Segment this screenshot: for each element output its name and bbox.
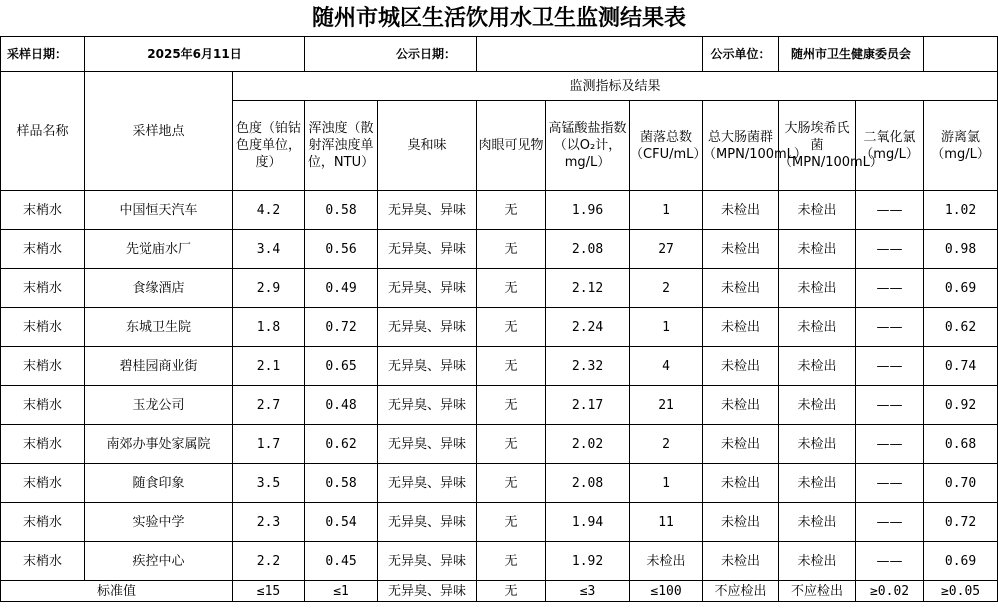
header-coliform: 总大肠菌群（MPN/100mL） — [703, 101, 779, 191]
cell-free-chlorine: 0.68 — [924, 425, 998, 464]
cell-chlorine-dioxide: —— — [856, 269, 924, 308]
cell-chlorine-dioxide: —— — [856, 230, 924, 269]
cell-visible: 无 — [477, 230, 546, 269]
cell-location: 随食印象 — [85, 464, 233, 503]
cell-visible: 无 — [477, 425, 546, 464]
cell-color: 2.9 — [233, 269, 305, 308]
cell-odor: 无异臭、异味 — [378, 308, 477, 347]
cell-permanganate: 1.94 — [546, 503, 630, 542]
header-color: 色度（铂钴色度单位，度） — [233, 101, 305, 191]
cell-coliform: 未检出 — [703, 347, 779, 386]
cell-location: 实验中学 — [85, 503, 233, 542]
table-row — [1, 503, 998, 542]
cell-sample-name: 末梢水 — [1, 386, 85, 425]
cell-coliform: 未检出 — [703, 308, 779, 347]
cell-ecoli: 未检出 — [779, 308, 856, 347]
cell-color: 1.8 — [233, 308, 305, 347]
sample-date-label: 采样日期： — [1, 37, 85, 72]
cell-sample-name: 末梢水 — [1, 347, 85, 386]
standard-colony: ≤100 — [630, 581, 703, 602]
cell-visible: 无 — [477, 503, 546, 542]
table-row — [1, 464, 998, 503]
results-table — [0, 36, 998, 602]
header-permanganate: 高锰酸盐指数（以O₂计，mg/L） — [546, 101, 630, 191]
table-row — [1, 542, 998, 581]
standard-turbidity: ≤1 — [305, 581, 378, 602]
standard-ecoli: 不应检出 — [779, 581, 856, 602]
header-colony: 菌落总数（CFU/mL） — [630, 101, 703, 191]
cell-coliform: 未检出 — [703, 230, 779, 269]
header-odor: 臭和味 — [378, 101, 477, 191]
standard-color: ≤15 — [233, 581, 305, 602]
table-row — [1, 386, 998, 425]
cell-odor: 无异臭、异味 — [378, 269, 477, 308]
cell-sample-name: 末梢水 — [1, 269, 85, 308]
cell-location: 疾控中心 — [85, 542, 233, 581]
cell-visible: 无 — [477, 191, 546, 230]
cell-sample-name: 末梢水 — [1, 503, 85, 542]
header-row-1 — [1, 72, 998, 101]
header-turbidity: 浑浊度（散射浑浊度单位，NTU） — [305, 101, 378, 191]
cell-ecoli: 未检出 — [779, 347, 856, 386]
cell-odor: 无异臭、异味 — [378, 503, 477, 542]
cell-free-chlorine: 0.69 — [924, 542, 998, 581]
cell-ecoli: 未检出 — [779, 230, 856, 269]
table-row — [1, 347, 998, 386]
cell-coliform: 未检出 — [703, 464, 779, 503]
cell-location: 中国恒天汽车 — [85, 191, 233, 230]
cell-color: 2.7 — [233, 386, 305, 425]
header-visible: 肉眼可见物 — [477, 101, 546, 191]
cell-ecoli: 未检出 — [779, 269, 856, 308]
cell-sample-name: 末梢水 — [1, 191, 85, 230]
cell-permanganate: 2.24 — [546, 308, 630, 347]
cell-color: 3.5 — [233, 464, 305, 503]
cell-colony: 未检出 — [630, 542, 703, 581]
publish-unit-value: 随州市卫生健康委员会 — [779, 37, 924, 72]
cell-chlorine-dioxide: —— — [856, 464, 924, 503]
cell-sample-name: 末梢水 — [1, 464, 85, 503]
cell-ecoli: 未检出 — [779, 464, 856, 503]
standard-odor: 无异臭、异味 — [378, 581, 477, 602]
cell-chlorine-dioxide: —— — [856, 425, 924, 464]
cell-color: 2.2 — [233, 542, 305, 581]
cell-location: 东城卫生院 — [85, 308, 233, 347]
cell-colony: 11 — [630, 503, 703, 542]
sample-date-value: 2025年6月11日 — [85, 37, 305, 72]
cell-location: 南郊办事处家属院 — [85, 425, 233, 464]
cell-turbidity: 0.62 — [305, 425, 378, 464]
cell-sample-name: 末梢水 — [1, 542, 85, 581]
cell-chlorine-dioxide: —— — [856, 386, 924, 425]
cell-permanganate: 1.92 — [546, 542, 630, 581]
table-row — [1, 269, 998, 308]
standard-chlorine-dioxide: ≥0.02 — [856, 581, 924, 602]
standard-free-chlorine: ≥0.05 — [924, 581, 998, 602]
cell-free-chlorine: 0.92 — [924, 386, 998, 425]
cell-colony: 4 — [630, 347, 703, 386]
cell-turbidity: 0.56 — [305, 230, 378, 269]
cell-colony: 27 — [630, 230, 703, 269]
meta-empty — [924, 37, 998, 72]
cell-visible: 无 — [477, 386, 546, 425]
cell-odor: 无异臭、异味 — [378, 542, 477, 581]
cell-chlorine-dioxide: —— — [856, 503, 924, 542]
publish-unit-label: 公示单位： — [703, 37, 779, 72]
cell-visible: 无 — [477, 308, 546, 347]
page-title: 随州市城区生活饮用水卫生监测结果表 — [311, 5, 686, 31]
cell-ecoli: 未检出 — [779, 191, 856, 230]
cell-coliform: 未检出 — [703, 386, 779, 425]
cell-odor: 无异臭、异味 — [378, 347, 477, 386]
cell-free-chlorine: 0.62 — [924, 308, 998, 347]
standard-row — [1, 581, 998, 602]
cell-permanganate: 2.02 — [546, 425, 630, 464]
standard-visible: 无 — [477, 581, 546, 602]
cell-visible: 无 — [477, 464, 546, 503]
cell-turbidity: 0.58 — [305, 464, 378, 503]
cell-location: 玉龙公司 — [85, 386, 233, 425]
cell-colony: 1 — [630, 191, 703, 230]
cell-turbidity: 0.54 — [305, 503, 378, 542]
cell-coliform: 未检出 — [703, 503, 779, 542]
cell-turbidity: 0.58 — [305, 191, 378, 230]
cell-chlorine-dioxide: —— — [856, 347, 924, 386]
cell-coliform: 未检出 — [703, 191, 779, 230]
cell-permanganate: 2.32 — [546, 347, 630, 386]
standard-coliform: 不应检出 — [703, 581, 779, 602]
cell-free-chlorine: 1.02 — [924, 191, 998, 230]
cell-ecoli: 未检出 — [779, 386, 856, 425]
cell-coliform: 未检出 — [703, 542, 779, 581]
cell-colony: 1 — [630, 308, 703, 347]
cell-free-chlorine: 0.74 — [924, 347, 998, 386]
rows-body — [1, 191, 998, 581]
standard-permanganate: ≤3 — [546, 581, 630, 602]
cell-sample-name: 末梢水 — [1, 425, 85, 464]
cell-permanganate: 1.96 — [546, 191, 630, 230]
cell-location: 食缘酒店 — [85, 269, 233, 308]
cell-colony: 2 — [630, 425, 703, 464]
cell-ecoli: 未检出 — [779, 425, 856, 464]
cell-turbidity: 0.49 — [305, 269, 378, 308]
header-free-chlorine: 游离氯（mg/L） — [924, 101, 998, 191]
cell-visible: 无 — [477, 542, 546, 581]
cell-free-chlorine: 0.72 — [924, 503, 998, 542]
cell-odor: 无异臭、异味 — [378, 464, 477, 503]
table-row — [1, 230, 998, 269]
cell-chlorine-dioxide: —— — [856, 308, 924, 347]
header-location: 采样地点 — [85, 72, 233, 191]
cell-odor: 无异臭、异味 — [378, 386, 477, 425]
cell-permanganate: 2.08 — [546, 464, 630, 503]
cell-coliform: 未检出 — [703, 425, 779, 464]
cell-turbidity: 0.45 — [305, 542, 378, 581]
publish-date-value — [477, 37, 703, 72]
cell-colony: 21 — [630, 386, 703, 425]
cell-sample-name: 末梢水 — [1, 230, 85, 269]
cell-free-chlorine: 0.69 — [924, 269, 998, 308]
cell-coliform: 未检出 — [703, 269, 779, 308]
cell-color: 3.4 — [233, 230, 305, 269]
cell-color: 2.1 — [233, 347, 305, 386]
table-row — [1, 308, 998, 347]
cell-permanganate: 2.08 — [546, 230, 630, 269]
cell-permanganate: 2.17 — [546, 386, 630, 425]
cell-free-chlorine: 0.98 — [924, 230, 998, 269]
cell-chlorine-dioxide: —— — [856, 191, 924, 230]
cell-turbidity: 0.65 — [305, 347, 378, 386]
cell-location: 碧桂园商业街 — [85, 347, 233, 386]
header-ecoli: 大肠埃希氏菌（MPN/100mL） — [779, 101, 856, 191]
standard-label: 标准值 — [1, 581, 233, 602]
cell-visible: 无 — [477, 269, 546, 308]
cell-colony: 2 — [630, 269, 703, 308]
cell-ecoli: 未检出 — [779, 503, 856, 542]
header-chlorine-dioxide: 二氧化氯（mg/L） — [856, 101, 924, 191]
cell-odor: 无异臭、异味 — [378, 191, 477, 230]
table-row — [1, 425, 998, 464]
table-row — [1, 191, 998, 230]
cell-visible: 无 — [477, 347, 546, 386]
cell-sample-name: 末梢水 — [1, 308, 85, 347]
cell-colony: 1 — [630, 464, 703, 503]
meta-row — [1, 37, 998, 72]
cell-color: 1.7 — [233, 425, 305, 464]
cell-turbidity: 0.48 — [305, 386, 378, 425]
cell-chlorine-dioxide: —— — [856, 542, 924, 581]
cell-color: 2.3 — [233, 503, 305, 542]
cell-location: 先觉庙水厂 — [85, 230, 233, 269]
cell-turbidity: 0.72 — [305, 308, 378, 347]
cell-ecoli: 未检出 — [779, 542, 856, 581]
cell-odor: 无异臭、异味 — [378, 230, 477, 269]
publish-date-label: 公示日期： — [305, 37, 477, 72]
cell-color: 4.2 — [233, 191, 305, 230]
cell-odor: 无异臭、异味 — [378, 425, 477, 464]
header-sample-name: 样品名称 — [1, 72, 85, 191]
cell-permanganate: 2.12 — [546, 269, 630, 308]
header-group: 监测指标及结果 — [233, 72, 998, 101]
cell-free-chlorine: 0.70 — [924, 464, 998, 503]
